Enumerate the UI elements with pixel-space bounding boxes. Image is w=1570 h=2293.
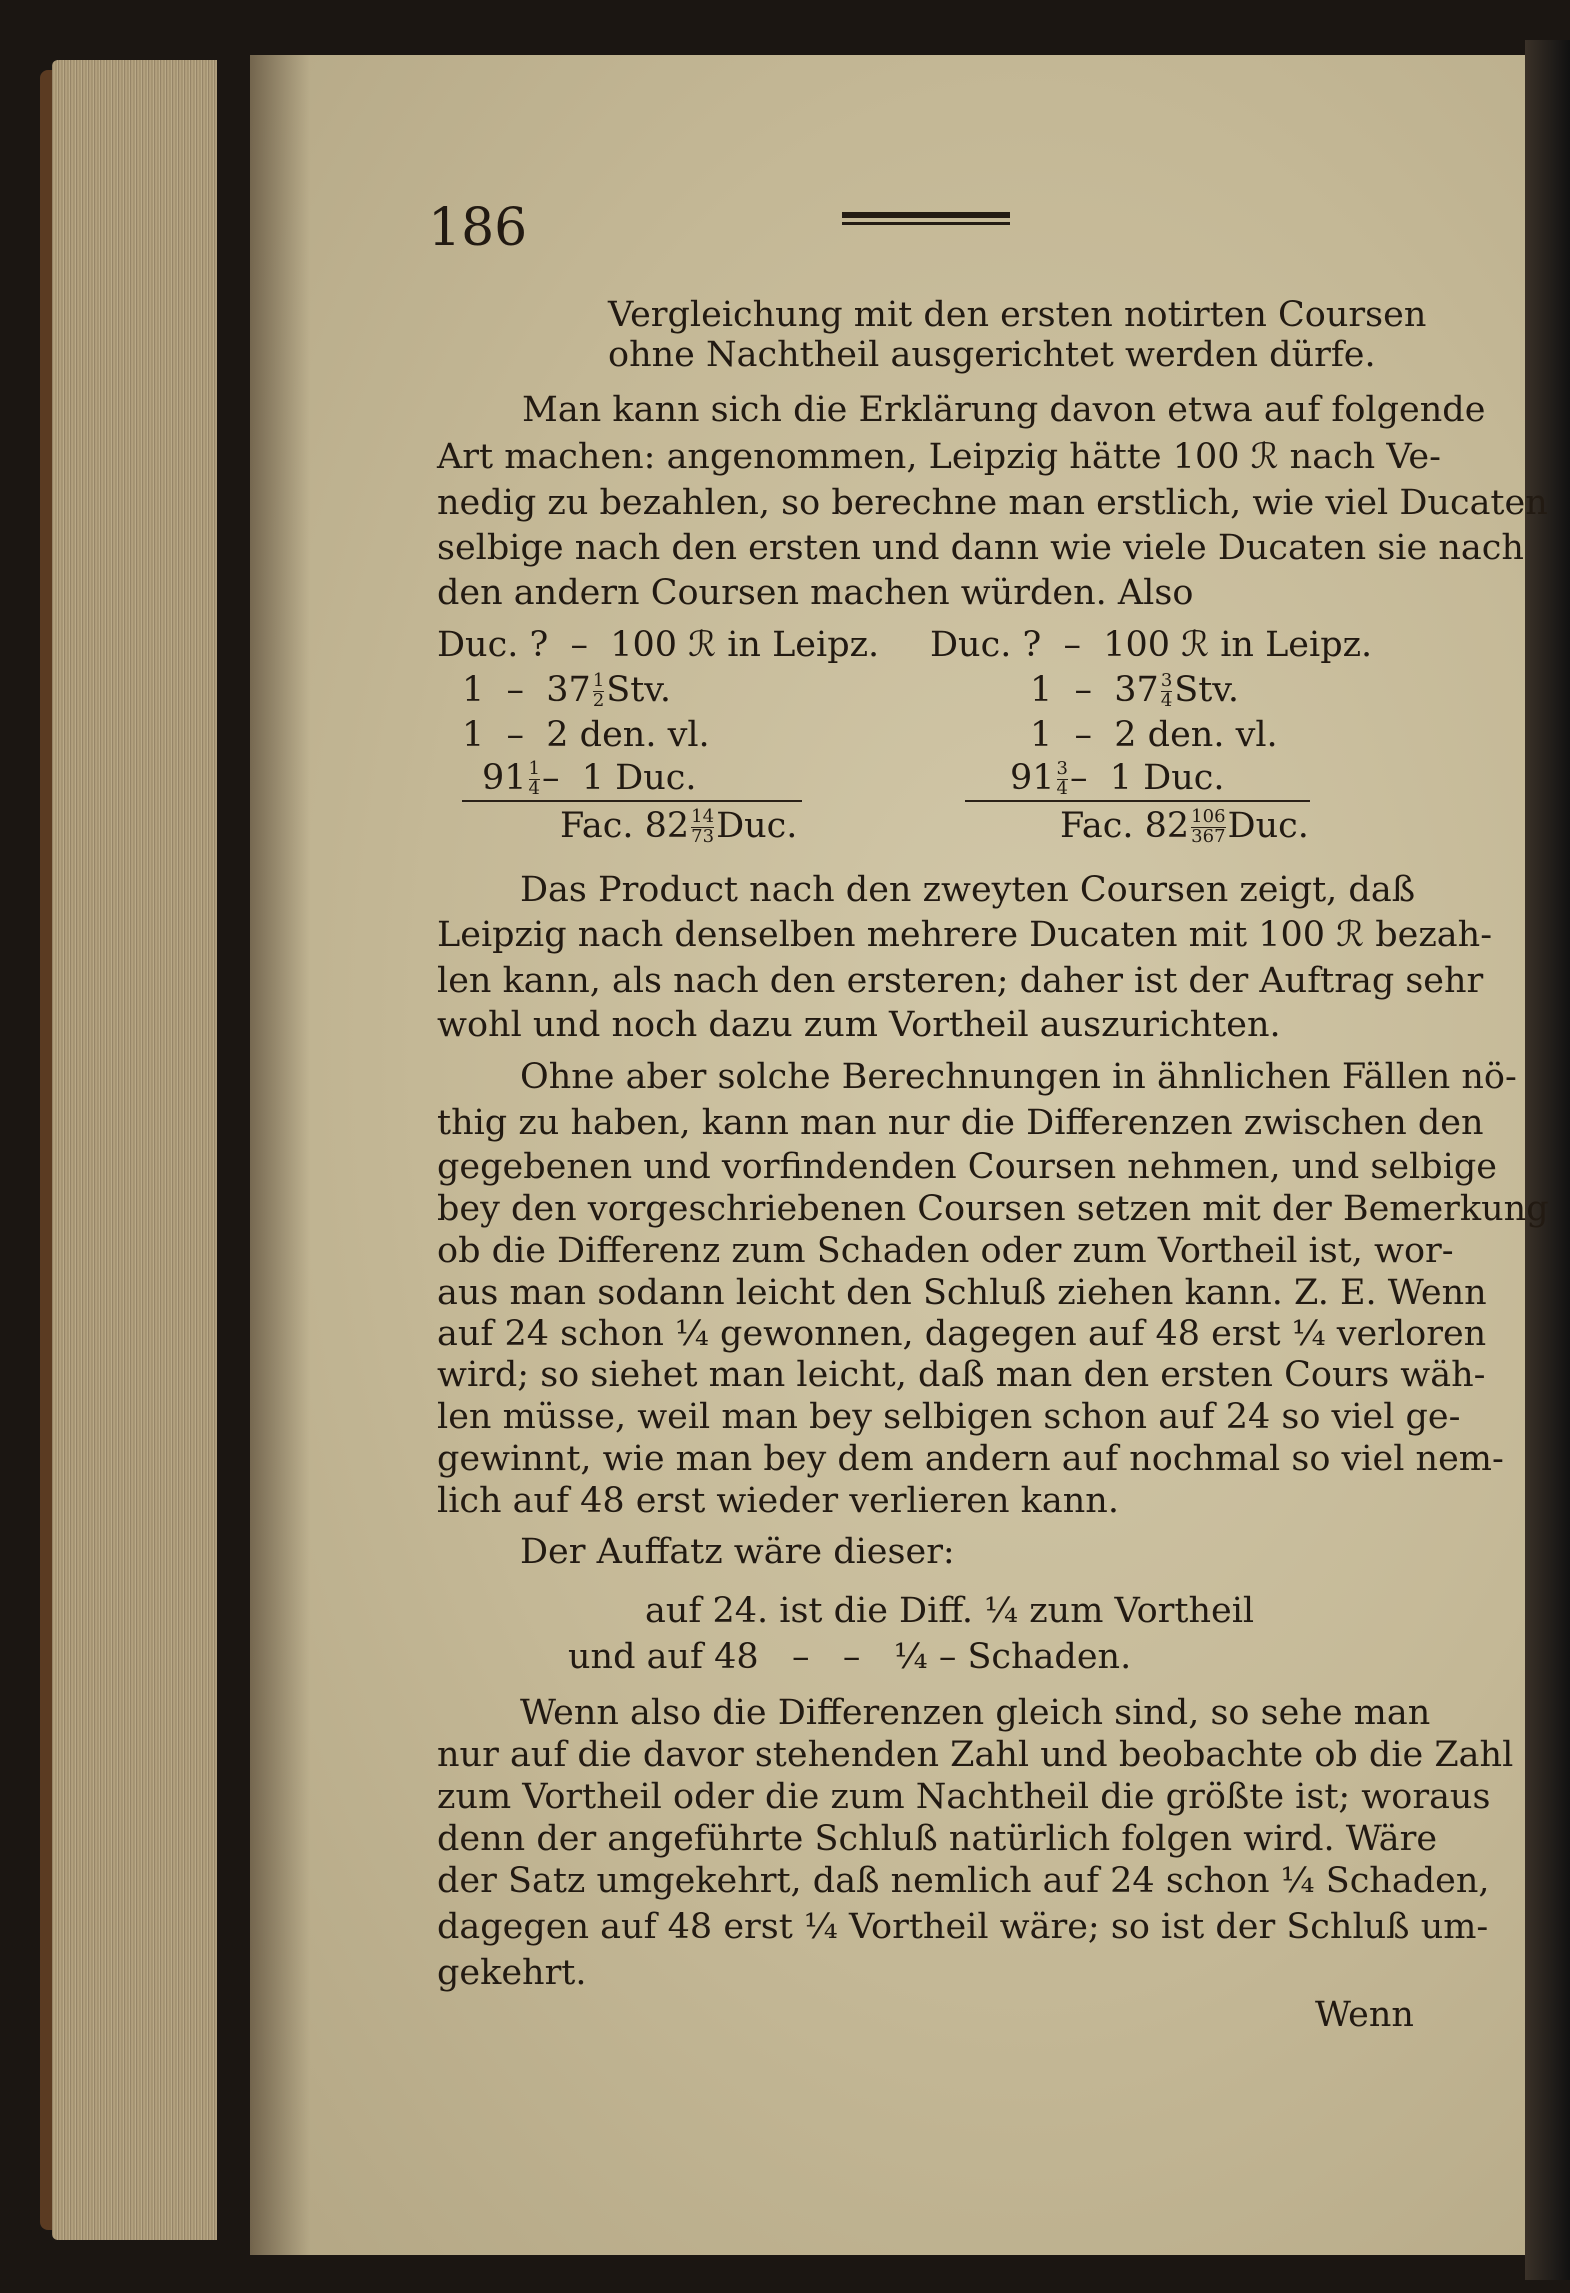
paragraph4-line: ob die Differenz zum Schaden oder zum Vortheil ist, wor-	[437, 1231, 1454, 1271]
calc-right-row3: 1 – 2 den. vl.	[1030, 715, 1278, 755]
right-border	[1525, 40, 1570, 2280]
paragraph1-line: Vergleichung mit den ersten notirten Coursen	[608, 295, 1427, 335]
paragraph2-line: den andern Coursen machen würden. Also	[437, 573, 1194, 613]
header-rule-thin	[842, 222, 1010, 225]
calc-left-row2: 1 – 37 $\frac{1}{2}$ Stv.	[462, 669, 672, 711]
paragraph6-line: nur auf die davor stehenden Zahl und beobachte ob die Zahl	[437, 1735, 1514, 1775]
paragraph2-line: Man kann sich die Erklärung davon etwa auf folgende	[522, 390, 1486, 430]
paragraph6-line: der Satz umgekehrt, daß nemlich auf 24 schon ¼ Schaden,	[437, 1861, 1490, 1901]
page-edges	[52, 60, 217, 2240]
calc-right-result: Fac. 82 $\frac{106}{367}$ Duc.	[1060, 805, 1309, 847]
calc-left-row3: 1 – 2 den. vl.	[462, 715, 710, 755]
calc-right-sum-line	[965, 800, 1310, 802]
paragraph4-line: gewinnt, wie man bey dem andern auf nochmal so viel nem-	[437, 1439, 1504, 1479]
paragraph6-line: dagegen auf 48 erst ¼ Vortheil wäre; so ist der Schluß um-	[437, 1907, 1489, 1947]
calc-right-row4: 91 $\frac{3}{4}$ – 1 Duc.	[1010, 757, 1225, 799]
paragraph3-line: Das Product nach den zweyten Coursen zeigt, daß	[520, 870, 1416, 910]
paragraph2-line: selbige nach den ersten und dann wie viele Ducaten sie nach	[437, 528, 1524, 568]
paragraph4-line: thig zu haben, kann man nur die Differenzen zwischen den	[437, 1103, 1484, 1143]
aufsatz-line: und auf 48 – – ¼ – Schaden.	[568, 1637, 1132, 1677]
aufsatz-line: auf 24. ist die Diff. ¼ zum Vortheil	[645, 1591, 1255, 1631]
catchword: Wenn	[1315, 1995, 1414, 2035]
calc-right-row2: 1 – 37 $\frac{3}{4}$ Stv.	[1030, 669, 1240, 711]
page-number: 186	[428, 198, 528, 258]
paragraph4-line: Ohne aber solche Berechnungen in ähnlichen Fällen nö-	[520, 1057, 1517, 1097]
paragraph4-line: bey den vorgeschriebenen Coursen setzen mit der Bemerkung	[437, 1189, 1549, 1229]
paragraph3-line: wohl und noch dazu zum Vortheil auszurichten.	[437, 1005, 1281, 1045]
calc-left-result: Fac. 82 $\frac{14}{73}$ Duc.	[560, 805, 798, 847]
calc-left-row4: 91 $\frac{1}{4}$ – 1 Duc.	[482, 757, 697, 799]
paragraph6-line: zum Vortheil oder die zum Nachtheil die größte ist; woraus	[437, 1777, 1491, 1817]
paragraph6-line: Wenn also die Differenzen gleich sind, so sehe man	[520, 1693, 1431, 1733]
paragraph3-line: Leipzig nach denselben mehrere Ducaten mit 100 ℛ bezah-	[437, 915, 1493, 955]
paragraph1-line: ohne Nachtheil ausgerichtet werden dürfe.	[608, 335, 1376, 375]
paragraph2-line: nedig zu bezahlen, so berechne man erstlich, wie viel Ducaten	[437, 483, 1548, 523]
paragraph4-line: auf 24 schon ¼ gewonnen, dagegen auf 48 erst ¼ verloren	[437, 1314, 1487, 1354]
calc-left-row1: Duc. ? – 100 ℛ in Leipz.	[437, 625, 880, 665]
paragraph2-line: Art machen: angenommen, Leipzig hätte 100 ℛ nach Ve-	[437, 437, 1441, 477]
calc-left-sum-line	[462, 800, 802, 802]
paragraph4-line: lich auf 48 erst wieder verlieren kann.	[437, 1481, 1119, 1521]
paragraph4-line: len müsse, weil man bey selbigen schon auf 24 so viel ge-	[437, 1397, 1461, 1437]
paragraph6-line: denn der angeführte Schluß natürlich folgen wird. Wäre	[437, 1819, 1438, 1859]
page-gutter-shadow	[250, 55, 310, 2255]
paragraph4-line: gegebenen und vorfindenden Coursen nehmen, und selbige	[437, 1147, 1497, 1187]
paragraph4-line: wird; so siehet man leicht, daß man den ersten Cours wäh-	[437, 1355, 1486, 1395]
calc-right-row1: Duc. ? – 100 ℛ in Leipz.	[930, 625, 1373, 665]
paragraph3-line: len kann, als nach den ersteren; daher ist der Auftrag sehr	[437, 961, 1484, 1001]
paragraph6-line: gekehrt.	[437, 1953, 587, 1993]
paragraph4-line: aus man sodann leicht den Schluß ziehen kann. Z. E. Wenn	[437, 1273, 1487, 1313]
paragraph5: Der Auffatz wäre dieser:	[520, 1532, 955, 1572]
header-rule	[842, 212, 1010, 218]
